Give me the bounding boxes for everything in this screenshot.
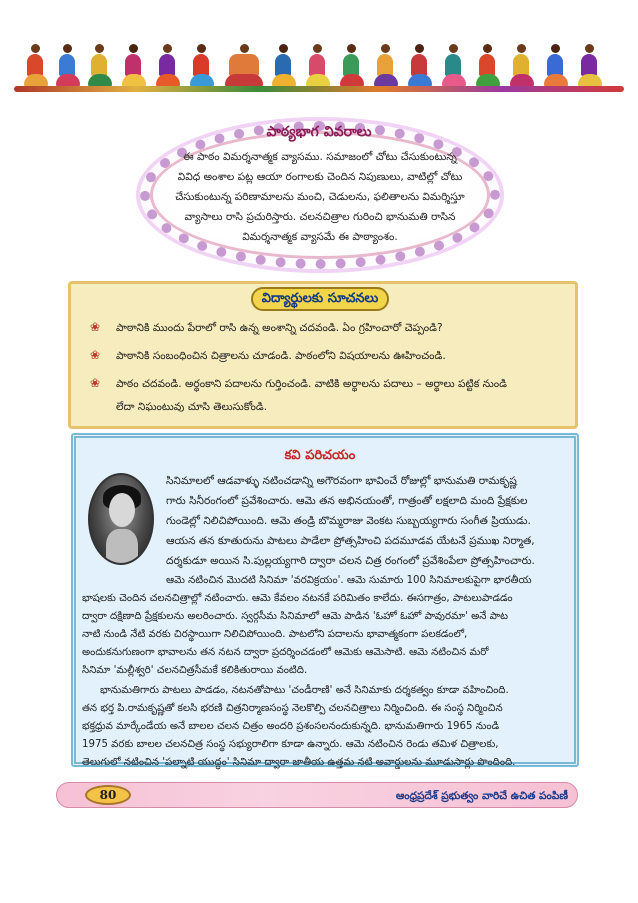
poet-line: నాటి నుండి నేటి వరకు చిరస్థాయిగా నిలిచిపోయింది. పాటలోని పదాలను భావాత్మకంగా పలకడంలో, xyxy=(82,629,468,640)
instruction-item xyxy=(92,317,568,339)
poet-line: తన భర్త పి.రామకృష్ణతో కలసి భరణి చిత్రనిర్మాణసంస్థ నెలకొల్పి చలనచిత్రాలు నిర్మించింది. ఈ సంస్థ నిర్మించిన xyxy=(82,703,503,714)
instruction-text: పాఠం చదవండి. అర్థంకాని పదాలను గుర్తించండి. వాటికి అర్థాలను పదాలు – అర్థాలు పట్టిక నుండి xyxy=(116,378,507,390)
overview-line: విమర్శనాత్మక వ్యాసమే ఈ పాఠ్యాంశం. xyxy=(242,231,398,243)
dancer-figure xyxy=(340,44,362,87)
poet-line: దర్శకుడూ అయిన సి.పుల్లయ్యగారి ద్వారా చలన చిత్ర రంగంలో ప్రవేశింపేలా ప్రోత్సహించారు. xyxy=(166,555,535,567)
overview-line: చేసుకుంటున్న పరిణామాలను మంచి, చెడులను, ఫలితాలను విమర్శిస్తూ xyxy=(175,191,465,203)
poet-line: భక్తధ్రువ మార్కేండేయ అనే బాలల చలన చిత్రం అందరి ప్రశంసలనందుకున్నది. భానుమతిగారు 1965 నుండి xyxy=(82,721,500,732)
instructions-title: విద్యార్థులకు సూచనలు xyxy=(251,287,389,311)
instruction-item xyxy=(92,373,568,395)
dancers-banner xyxy=(14,38,624,92)
poet-line: సినిమా 'మల్లీశ్వరి' చలనచిత్రసీమకే కలికితురాయి వంటిది. xyxy=(82,665,308,676)
publisher-note: ఆంధ్రప్రదేశ్ ప్రభుత్వం వారిచే ఉచిత పంపిణీ xyxy=(395,790,568,802)
poet-line: అందుకనుగుణంగా భావాలను తన నటన ద్వారా ప్రదర్శించడంలో ఆమెకు ఆమెసాటి. ఆమె నటించిన మరో xyxy=(82,647,489,658)
overview-body xyxy=(165,147,475,247)
dancer-figure xyxy=(156,44,178,87)
flower-bullet-icon: ❀ xyxy=(90,320,101,334)
instruction-text: పాఠానికి సంబంధించిన చిత్రాలను చూడండి. పాఠంలోని విషయాలను ఊహించండి. xyxy=(116,350,446,362)
dancer-figure xyxy=(122,44,144,87)
dancer-figure xyxy=(510,44,532,87)
poet-line: తెలుగులో నటించిన 'పల్నాటి యుద్ధం' సినిమా ద్వారా జాతీయ ఉత్తమ నటి అవార్డులను మూడుసార్లు పొందింది. xyxy=(82,757,516,768)
poet-line: భానుమతిగారు పాటలు పాడడం, నటనతోపాటు 'చండీరాణి' అనే సినిమాకు దర్శకత్వం కూడా వహించింది. xyxy=(100,685,509,696)
dancer-figure xyxy=(56,44,78,87)
banner-ground xyxy=(14,86,624,92)
instruction-item xyxy=(92,345,568,367)
dancer-figure xyxy=(408,44,430,87)
dancer-figure xyxy=(224,44,264,87)
poet-line: ద్వారా దక్షిణాది ప్రేక్షకులను అలరించారు. స్వర్గసీమ సినిమాలో ఆమె పాడిన 'ఓహో ఓహో పావురమా' అనే పాట xyxy=(82,611,508,622)
dancer-figure xyxy=(190,44,212,87)
dancer-figure xyxy=(306,44,328,87)
overview-title: పాఠ్యభాగ వివరాలు xyxy=(266,124,372,140)
overview-line: ఈ పాఠం విమర్శనాత్మక వ్యాసము. సమాజంలో చోటు చేసుకుంటున్న xyxy=(183,151,457,163)
portrait-photo-icon xyxy=(88,473,154,565)
poet-line: గుండెల్లో నిలిచిపోయింది. ఆమె తండ్రి బొమ్మరాజు వెంకట సుబ్బయ్యగారు సంగీత ప్రియుడు. xyxy=(166,515,531,527)
dancer-figure xyxy=(476,44,498,87)
dancer-figure xyxy=(272,44,294,87)
flower-bullet-icon: ❀ xyxy=(90,376,101,390)
poet-line: సినిమాలలో ఆడవాళ్ళు నటించడాన్ని అగౌరవంగా భావించే రోజుల్లో భానుమతి రామకృష్ణ xyxy=(166,475,517,487)
instruction-text: లేదా నిఘంటువు చూసి తెలుసుకోండి. xyxy=(116,401,268,413)
poet-line: ఆమె నటించిన మొదటి సినిమా 'వరవిక్రయం'. ఆమె సుమారు 100 సినిమాలకుపైగా భారతీయ xyxy=(166,575,532,586)
page-number: 80 xyxy=(85,785,131,805)
overview-line: వివిధ అంశాల పట్ల ఆయా రంగాలకు చెందిన నిపుణులు, వాటిల్లో చోటు xyxy=(177,171,463,183)
poet-line: 1975 వరకు బాలల చలనచిత్ర సంస్థ సభ్యురాలిగా కూడా ఉన్నారు. ఆమె నటించిన రెండు తమిళ చిత్రాలకు, xyxy=(82,739,499,750)
overview-line: వ్యాసాలు రాసి ప్రచురిస్తారు. చలనచిత్రాల గురించి భానుమతి రాసిన xyxy=(184,211,456,223)
dancer-figure xyxy=(374,44,396,87)
poet-line: ఆయన తన కూతురును పాటలు పాడేలా ప్రోత్సహించి పదమూడవ యేటనే ప్రముఖ నిర్మాత, xyxy=(166,535,535,547)
dancer-figure xyxy=(442,44,464,87)
instruction-text: పాఠానికి ముందు పేరాలో రాసి ఉన్న అంశాన్ని చదవండి. ఏం గ్రహించారో చెప్పండి? xyxy=(116,322,443,334)
poet-line: గారు సినీరంగంలో ప్రవేశించారు. ఆమె తన అభినయంతో, గాత్రంతో లక్షలాది మంది ప్రేక్షకుల xyxy=(166,495,528,507)
instruction-item-continuation xyxy=(92,396,568,418)
dancer-figure xyxy=(88,44,110,87)
dancer-figure xyxy=(578,44,600,87)
dancer-figure xyxy=(24,44,46,87)
flower-bullet-icon: ❀ xyxy=(90,348,101,362)
poet-intro-title: కవి పరిచయం xyxy=(284,448,356,463)
poet-line: భాషలకు చెందిన చలనచిత్రాల్లో నటించారు. ఆమె కేవలం నటనకే పరిమితం కాలేదు. ఈసగాత్రం, పాటలుపాడడం xyxy=(82,593,513,604)
dancer-figure xyxy=(544,44,566,87)
